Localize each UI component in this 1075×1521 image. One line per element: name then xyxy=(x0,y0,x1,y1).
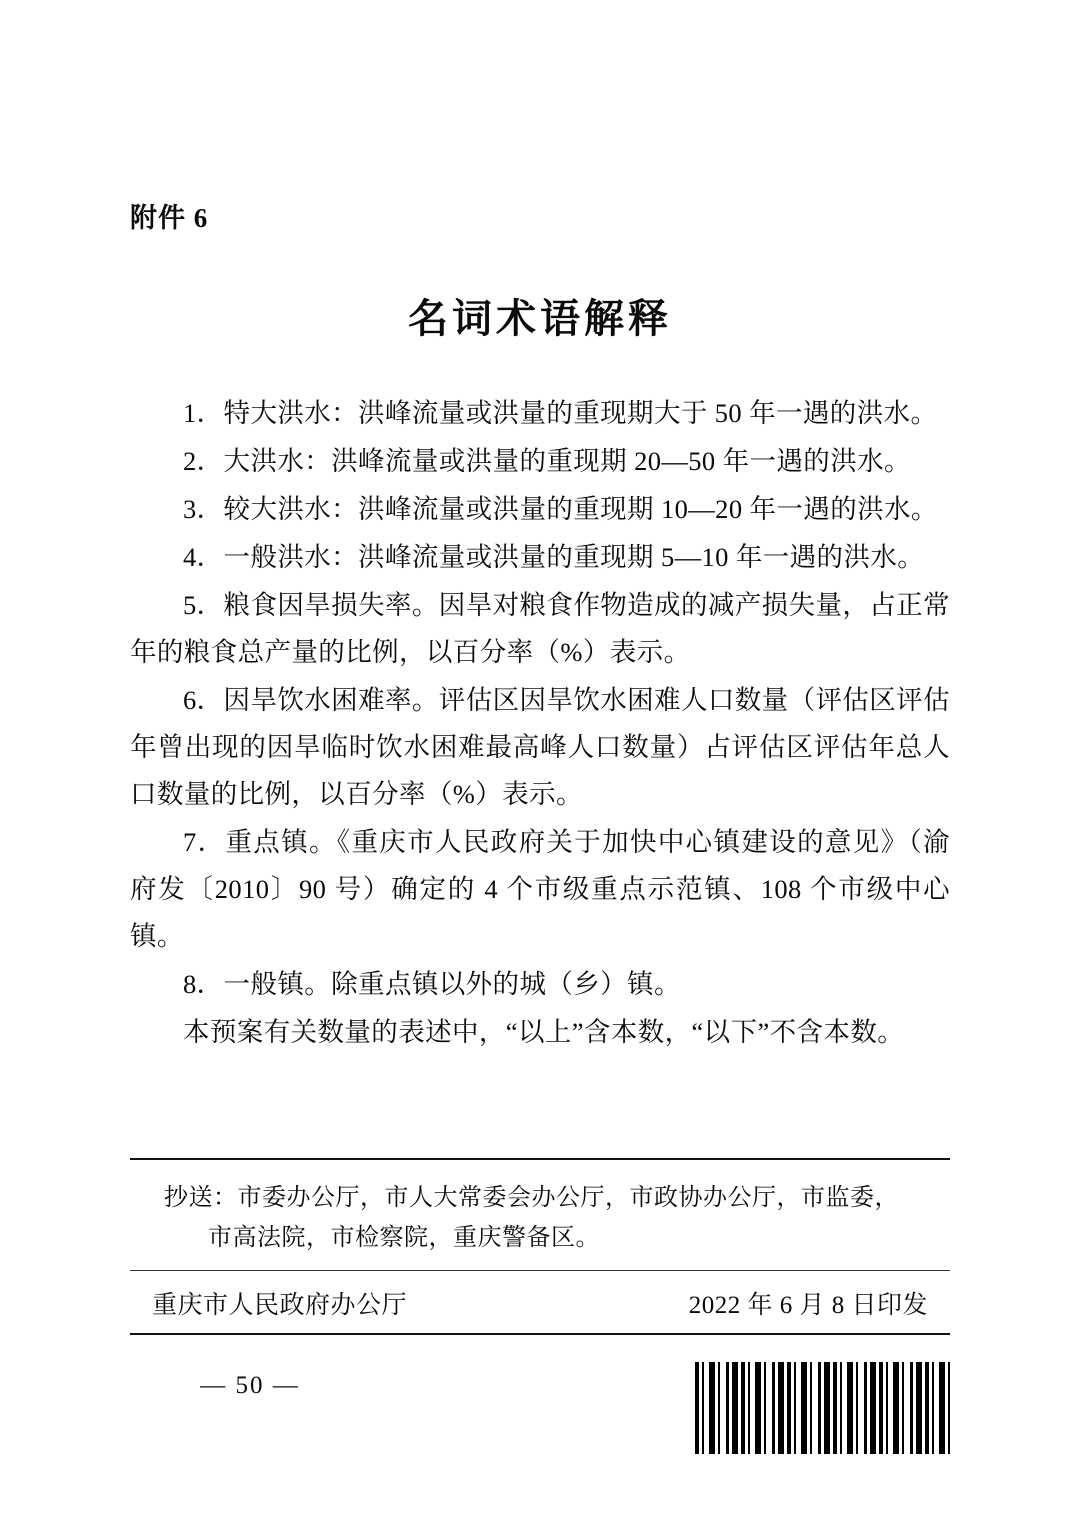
copy-recipients-line-1: 抄送：市委办公厅，市人大常委会办公厅，市政协办公厅，市监委， xyxy=(164,1185,899,1211)
copy-recipients xyxy=(130,1160,950,1270)
document-content xyxy=(130,0,950,1057)
paragraph-5: 5．粮食因旱损失率。因旱对粮食作物造成的减产损失量，占正常年的粮食总产量的比例，以百分率（%）表示。 xyxy=(130,590,950,667)
issuer-name: 重庆市人民政府办公厅 xyxy=(152,1292,408,1319)
body-paragraphs xyxy=(130,390,950,1056)
paragraph-7: 7．重点镇。《重庆市人民政府关于加快中心镇建设的意见》（渝府发〔2010〕90 号）确定的 4 个市级重点示范镇、108 个市级中心镇。 xyxy=(130,827,950,951)
document-footer xyxy=(130,1158,950,1335)
paragraph-2: 2．大洪水：洪峰流量或洪量的重现期 20—50 年一遇的洪水。 xyxy=(183,446,911,476)
paragraph-4: 4．一般洪水：洪峰流量或洪量的重现期 5—10 年一遇的洪水。 xyxy=(183,542,925,572)
page-title: 名词术语解释 xyxy=(408,296,672,341)
attachment-label: 附件 6 xyxy=(130,203,209,233)
paragraph-6: 6．因旱饮水困难率。评估区因旱饮水困难人口数量（评估区评估年曾出现的因旱临时饮水困难最高峰人口数量）占评估区评估年总人口数量的比例，以百分率（%）表示。 xyxy=(130,685,950,809)
issue-date: 2022 年 6 月 8 日印发 xyxy=(688,1292,928,1319)
issuer-row xyxy=(130,1271,950,1333)
paragraph-3: 3．较大洪水：洪峰流量或洪量的重现期 10—20 年一遇的洪水。 xyxy=(183,494,938,524)
paragraph-9: 本预案有关数量的表述中，“以上”含本数，“以下”不含本数。 xyxy=(183,1017,905,1047)
footer-bottom-divider xyxy=(130,1333,950,1335)
paragraph-1: 1．特大洪水：洪峰流量或洪量的重现期大于 50 年一遇的洪水。 xyxy=(183,398,938,428)
paragraph-8: 8．一般镇。除重点镇以外的城（乡）镇。 xyxy=(183,969,681,999)
page-number: — 50 — xyxy=(200,1372,300,1399)
barcode xyxy=(695,1362,955,1454)
copy-recipients-line-2: 市高法院，市检察院，重庆警备区。 xyxy=(208,1225,600,1251)
